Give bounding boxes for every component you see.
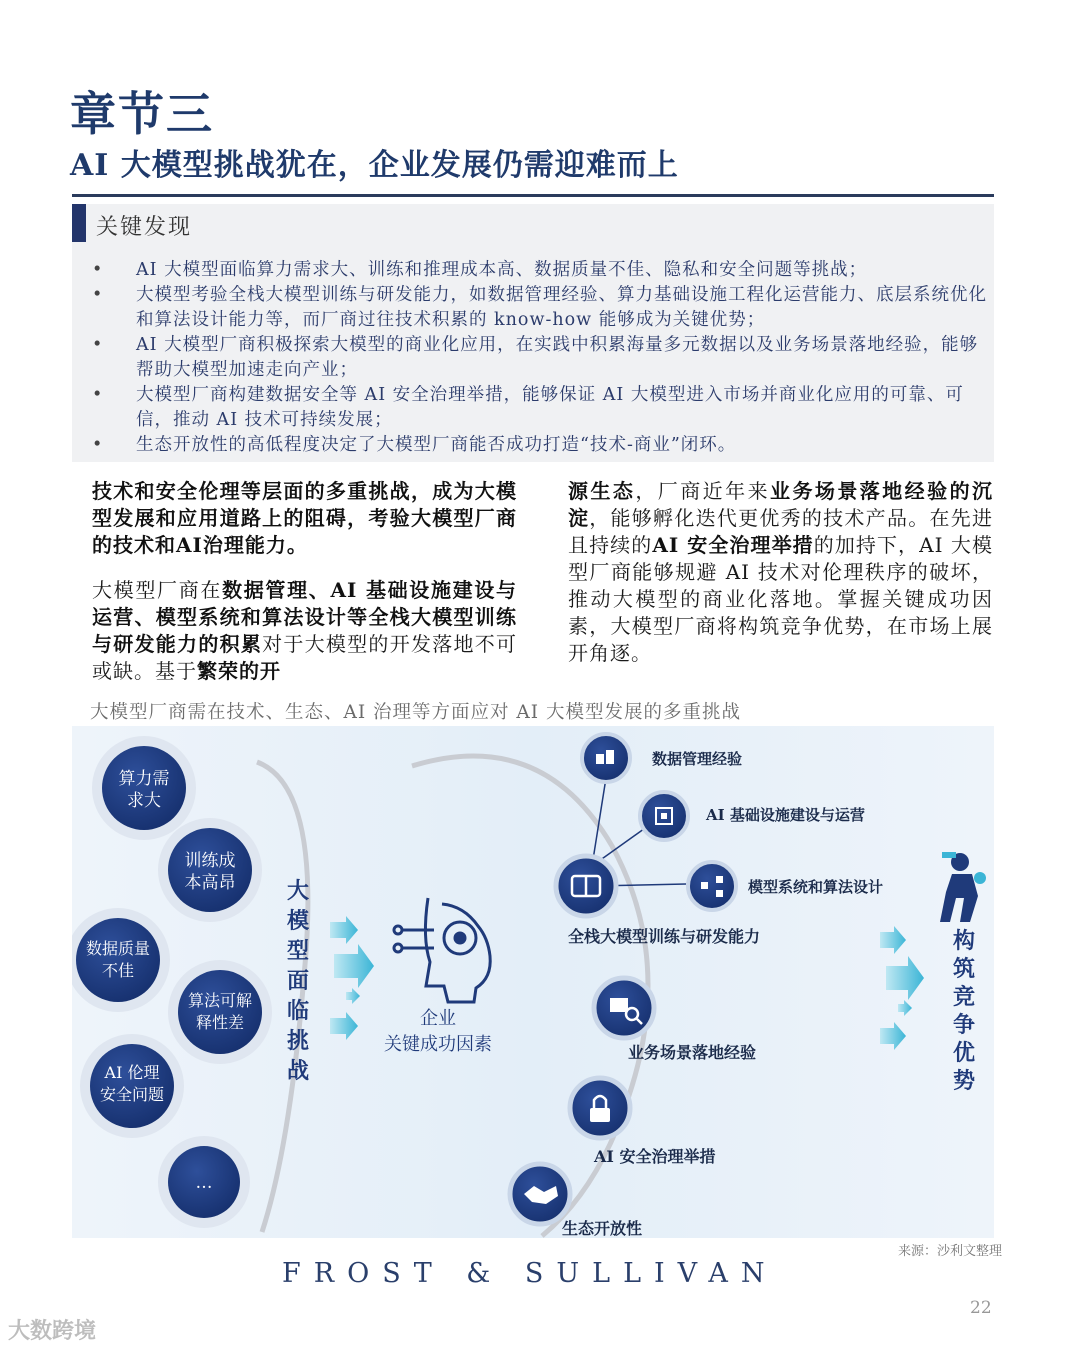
- vertical-char: 面: [286, 968, 310, 994]
- lock-icon: [590, 1108, 610, 1122]
- challenge-label: 算力需: [118, 769, 170, 789]
- factor-label: 生态开放性: [562, 1219, 643, 1238]
- key-finding-item: • AI 大模型厂商积极探索大模型的商业化应用，在实践中积累海量多元数据以及业务场景落地经验，能够帮助大模型加速走向产业；: [88, 333, 988, 383]
- frost-sullivan-logo: FROST & SULLIVAN: [282, 1258, 778, 1289]
- challenge-label: 释性差: [195, 1013, 245, 1032]
- vertical-char: 优: [952, 1040, 976, 1066]
- vertical-char: 筑: [952, 956, 976, 982]
- body-lead-paragraph: 技术和安全伦理等层面的多重挑战，成为大模型发展和应用道路上的阻碍，考验大模型厂商的技术和AI治理能力。: [92, 479, 517, 557]
- factor-label: 业务场景落地经验: [628, 1043, 757, 1062]
- body-paragraph: [92, 577, 517, 685]
- vertical-char: 大: [286, 878, 310, 904]
- factor-label: AI 安全治理举措: [594, 1147, 716, 1166]
- body-column-left: [92, 478, 517, 703]
- vertical-char: 争: [952, 1012, 976, 1038]
- factor-label: 数据管理经验: [652, 750, 743, 768]
- body-column-right: [568, 478, 993, 685]
- challenge-circle-compute: [92, 736, 196, 840]
- page-number: 22: [970, 1298, 992, 1318]
- challenge-circle-more: [158, 1136, 250, 1228]
- body-run-bold: 源生态: [568, 479, 636, 503]
- vertical-char: 临: [286, 998, 310, 1024]
- source-note: 来源：沙利文整理: [898, 1244, 1003, 1259]
- watermark: 大数跨境: [8, 1319, 97, 1344]
- body-run-bold: 数据管理、AI 基础设施建设与运营、模型系统和算法设计等全栈大模型训练与研发能力的积累: [92, 578, 518, 656]
- book-search-icon: [610, 998, 628, 1012]
- vertical-char: 势: [952, 1068, 976, 1094]
- challenges-diagram: [72, 726, 994, 1238]
- challenge-label: …: [195, 1173, 213, 1193]
- challenge-label: 数据质量: [85, 939, 151, 958]
- body-run-bold: 繁荣的开: [197, 659, 281, 683]
- vertical-char: 型: [286, 938, 310, 964]
- vertical-char: 战: [286, 1058, 310, 1084]
- key-finding-item: • 生态开放性的高低程度决定了大模型厂商能否成功打造“技术-商业”闭环。: [88, 433, 988, 458]
- body-run: 的加持下，AI 大模型厂商能够规避 AI 技术对伦理秩序的破坏，推动大模型的商业化落地。掌握关键成功因素，大模型厂商将构筑竞争优势，在市场上展开角逐。: [568, 533, 994, 665]
- title-divider: [72, 194, 994, 197]
- challenge-label: AI 伦理: [104, 1063, 160, 1082]
- key-finding-item: • 大模型厂商构建数据安全等 AI 安全治理举措，能够保证 AI 大模型进入市场并商业化应用的可靠、可信，推动 AI 技术可持续发展；: [88, 383, 988, 433]
- chapter-title: AI 大模型挑战犹在，企业发展仍需迎难而上: [70, 148, 679, 183]
- key-finding-item: • 大模型考验全栈大模型训练与研发能力，如数据管理经验、算力基础设施工程化运营能力、底层系统优化和算法设计能力等，而厂商过往技术积累的 know-how 能够成为关键优势；: [88, 283, 988, 333]
- challenge-vertical-label: [287, 878, 310, 1084]
- center-label: 关键成功因素: [384, 1034, 492, 1055]
- challenge-label: 安全问题: [99, 1085, 165, 1104]
- body-run: ，厂商近年来: [635, 479, 771, 503]
- factor-label: 全栈大模型训练与研发能力: [568, 927, 761, 946]
- challenge-circle-explainability: [168, 960, 272, 1064]
- body-run: 大模型厂商在: [92, 578, 223, 602]
- body-run-bold: 业务场景落地经验的沉淀: [568, 479, 994, 530]
- vertical-char: 模: [286, 908, 310, 934]
- body-run: 对于大模型的开发落地不可或缺。基于: [92, 632, 518, 683]
- database-icon: [596, 754, 604, 764]
- key-finding-item: • AI 大模型面临算力需求大、训练和推理成本高、数据质量不佳、隐私和安全问题等挑战；: [88, 258, 988, 283]
- body-paragraph: [568, 478, 993, 667]
- vertical-char: 构: [952, 928, 976, 954]
- challenge-label: 算法可解: [187, 991, 253, 1010]
- vertical-char: 挑: [286, 1028, 310, 1054]
- factor-label: AI 基础设施建设与运营: [706, 806, 865, 824]
- diagram-caption: 大模型厂商需在技术、生态、AI 治理等方面应对 AI 大模型发展的多重挑战: [90, 702, 741, 723]
- challenge-label: 不佳: [101, 961, 135, 980]
- network-icon: [701, 882, 708, 889]
- challenge-label: 求大: [127, 791, 161, 811]
- challenge-label: 训练成: [184, 851, 236, 871]
- key-findings-accent-bar: [72, 204, 86, 242]
- key-findings-heading: 关键发现: [96, 215, 193, 240]
- factor-label: 模型系统和算法设计: [748, 878, 884, 896]
- key-findings-list: [88, 258, 988, 458]
- vertical-char: 竞: [952, 984, 976, 1010]
- challenge-circle-ethics: [80, 1034, 184, 1138]
- challenge-label: 本高昂: [184, 873, 236, 893]
- chapter-heading: 章节三: [70, 87, 214, 141]
- center-label: 企业: [420, 1008, 456, 1029]
- body-run: ，能够孵化迭代更优秀的技术产品。在先进且持续的: [568, 506, 994, 557]
- challenge-circle-training-cost: [158, 818, 262, 922]
- body-run-bold: AI 安全治理举措: [652, 533, 814, 557]
